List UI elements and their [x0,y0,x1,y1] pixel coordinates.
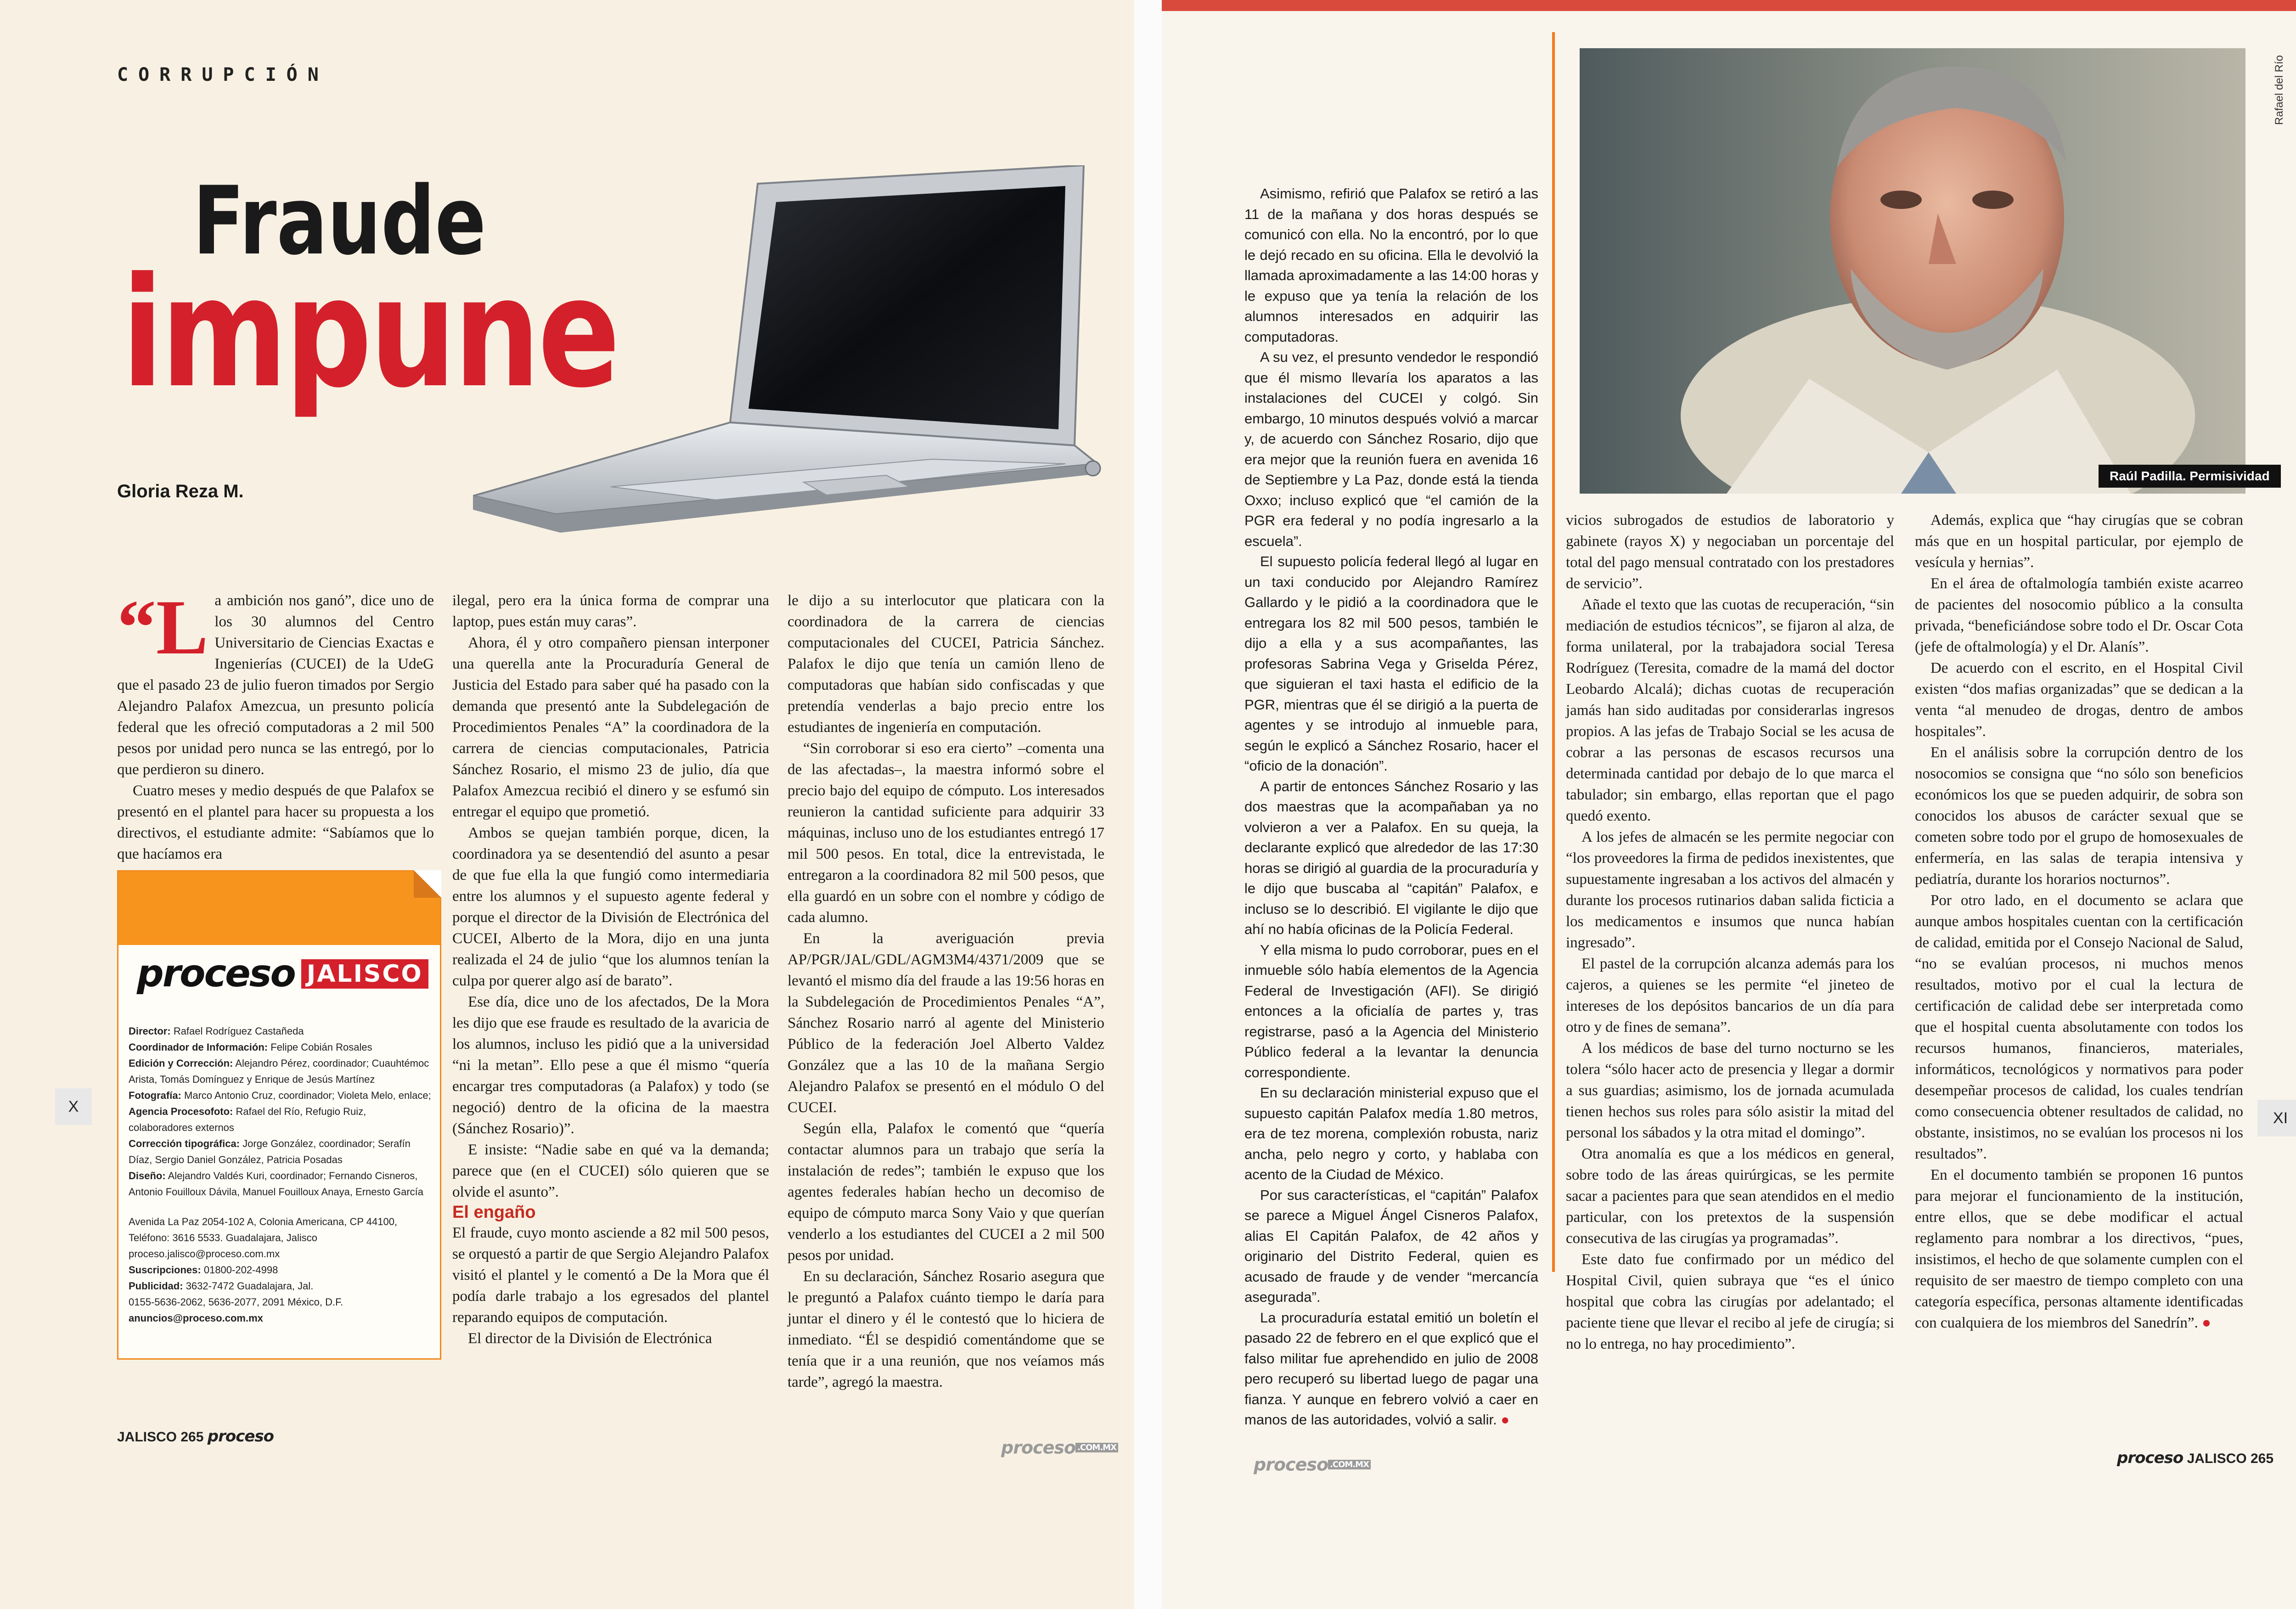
paragraph: Ahora, él y otro compañero piensan interponer una querella ante la Procuraduría General de Justicia del Estado para saber qué ha pasado con la demanda que presentó ante la Subdelegación de Procedimientos Penales “A” la coordinadora de la carrera de ciencias computacionales, Patricia Sánchez Rosario, el mismo 23 de julio, día que Palafox Amezcua recibió el dinero y se esfumó sin entregar el equipo que prometió. [452,635,769,820]
folio-brand: proceso [2117,1449,2183,1467]
paragraph: Asimismo, refirió que Palafox se retiró a las 11 de la mañana y dos horas después se comunicó con ella. No la encontró, por lo que le dejó recado en su oficina. Ella le devolvió la llamada aproximadamente a las 14:00 horas y le expuso que ya tenía la relación de los alumnos interesados en adquirir las computadoras. [1244,186,1538,345]
paragraph: En el análisis sobre la corrupción dentro de los nosocomios se consigna que “no sólo son beneficios económicos los que se pueden adquirir, de sobra son conocidos los abusos de carácter sexual que se cometen sobre todo por el grupo de homosexuales de enfermería, en las salas de terapia intensiva y pediatría, durante los horarios nocturnos”. [1915,744,2243,888]
left-page [0,0,1134,1609]
page-gutter [1134,0,1162,1609]
credit-line: Corrección tipográfica: Jorge González, coordinador; Serafín Díaz, Sergio Daniel González, Patricia Posadas [129,1138,411,1165]
logo-wordmark: proceso [137,952,295,996]
paragraph: Según ella, Palafox le comentó que “quería contactar alumnos para un trabajo que sería la instalación de redes”; también le expuso que los agentes federales habían hecho un decomiso de equipo de cómputo marca Sony Vaio y que querían venderlo a los estudiantes del CUCEI a 2 mil 500 pesos por unidad. [788,1120,1104,1264]
paragraph: En la averiguación previa AP/PGR/JAL/GDL/AGM3M4/4371/2009 que se levantó el mismo día del fraude a las 19:56 horas en la Subdelegación de Procedimientos Penales “A”, Sánchez Rosario narró al agente del Ministerio Público de la federación Joel Alberto Valdez González que a las 10 de la mañana Sergio Alejandro Palafox se presentó en el módulo O del CUCEI. [788,930,1104,1116]
photo-credit: Rafael del Río [2273,55,2285,125]
folio-right [2117,1449,2273,1467]
end-bullet-icon: ● [2201,1315,2211,1331]
top-color-strip [1162,0,2296,11]
article-column-2 [452,590,769,1349]
credit-line: Edición y Corrección: Alejandro Pérez, coordinador; Cuauhtémoc Arista, Tomás Domínguez y Enrique de Jesús Martínez [129,1058,429,1085]
paragraph: En el documento también se proponen 16 puntos para mejorar el funcionamiento de la institución, entre ellos, que se debe modificar el actual reglamento para nombrar a los directivos, “pues, insistimos, el hecho de que solamente cumplen con el requisito de ser maestro de tiempo completo con una categoría específica, personas altamente identificadas con cualquiera de los miembros del Sanedrín”. ● [1915,1167,2243,1331]
article-column-6 [1915,510,2243,1333]
drop-cap: “L [117,584,208,670]
column-rule [1552,32,1555,1272]
headline-line-1: Fraude [193,167,486,276]
staff-credits-box [117,870,441,1360]
credits-phones: 0155-5636-2062, 5636-2077, 2091 México, D.F. [129,1296,343,1308]
author-byline: Gloria Reza M. [117,481,244,501]
credit-line: Director: Rafael Rodríguez Castañeda [129,1025,304,1037]
paragraph: Y ella misma lo pudo corroborar, pues en el inmueble sólo había elementos de la Agencia Federal de Investigación (AFI). Se dirigió entonces a la oficialía de partes y, tras registrarse, pasó a la Agencia del Ministerio Público federal a la levantar la denuncia correspondiente. [1244,941,1538,1080]
end-bullet-icon: ● [1501,1412,1510,1428]
folio-left [117,1427,274,1446]
paragraph: Ambos se quejan también porque, dicen, la coordinadora ya se desentendió del asunto a pesar de que fue ella la que fungió como intermediaria entre los alumnos y el supuesto agente federal y porque el director de la División de Electrónica del CUCEI, Alberto de la Mora, dijo en una junta realizada el 24 de julio “que los alumnos tenían la culpa por querer algo así de barato”. [452,825,769,989]
section-tag: CORRUPCIÓN [117,64,329,85]
paragraph: ilegal, pero era la única forma de comprar una laptop, pues están muy caras”. [452,592,769,630]
paragraph: a ambición nos ganó”, dice uno de los 30 alumnos del Centro Universitario de Ciencias Exactas e Ingenierías (CUCEI) de la UdeG que el pasado 23 de julio fueron timados por Sergio Alejandro Palafox Amezcua, un presunto policía federal que les ofreció computadoras a 2 mil 500 pesos por unidad pero nunca se las entregó, por lo que perdieron su dinero. [117,592,434,778]
folio-text: JALISCO 265 [2187,1451,2274,1466]
paragraph: En su declaración ministerial expuso que el supuesto capitán Palafox medía 1.80 metros, era de tez morena, complexión robusta, nariz ancha, pelo negro y corto, y hablaba con acento de la Ciudad de México. [1244,1085,1538,1182]
credit-line: Coordinador de Información: Felipe Cobián Rosales [129,1041,372,1053]
logo-region: JALISCO [301,959,428,989]
credits-ads-email: anuncios@proceso.com.mx [129,1312,263,1324]
paragraph: Cuatro meses y medio después de que Palafox se presentó en el plantel para hacer su propuesta a los directivos, el estudiante admite: “Sabíamos que lo que hacíamos era [117,782,434,862]
credits-address: Avenida La Paz 2054-102 A, Colonia Americana, CP 44100, Teléfono: 3616 5533. Guadalajara, Jalisco [129,1216,398,1243]
page-tab-left: X [55,1088,92,1125]
right-page [1162,0,2296,1609]
credit-line: Suscripciones: 01800-202-4998 [129,1264,278,1276]
paragraph: A partir de entonces Sánchez Rosario y las dos maestras que la acompañaban ya no volvieron a ver a Palafox. En su queja, la declarante explicó que alrededor de las 17:30 horas se dirigió al guardia de la procuraduría y le dijo que buscaba al “capitán” Palafox, e incluso se lo describió. El vigilante le dijo que ahí no había oficinas de la Policía Federal. [1244,778,1538,937]
folio-text: JALISCO 265 [117,1429,204,1445]
credits-band [118,872,440,945]
article-column-5 [1566,510,1894,1355]
credits-email: proceso.jalisco@proceso.com.mx [129,1248,280,1260]
paragraph: le dijo a su interlocutor que platicara con la coordinadora de la carrera de ciencias computacionales del CUCEI, Patricia Sánchez. Palafox le dijo que tenía un camión lleno de computadoras que habían sido confiscadas y que pretendía venderlas a bajo precio entre los estudiantes de ingeniería en computación. [788,592,1104,736]
headline-line-2: impune [122,245,618,421]
paragraph: Este dato fue confirmado por un médico del Hospital Civil, quien subraya que “es el único hospital que cobra las cirugías por adelantado; el paciente tiene que llevar el recibo al jefe de cirugía; si no lo entrega, no hay procedimiento”. [1566,1251,1894,1352]
credit-line: Fotografía: Marco Antonio Cruz, coordinador; Violeta Melo, enlace; Agencia Procesofoto: Rafael del Río, Refugio Ruiz, colaboradores externos [129,1090,431,1133]
proceso-jalisco-logo [137,952,428,996]
paragraph: En su declaración, Sánchez Rosario asegura que le preguntó a Palafox cuánto tiempo le daría para juntar el dinero y él le contestó que lo hiciera de inmediato. “Él se despidió comentándome que se tenía que ir a una reunión, que nos veíamos más tarde”, agregó la maestra. [788,1268,1104,1390]
paragraph: Además, explica que “hay cirugías que se cobran más que en un hospital particular, por ejemplo de vesícula y hernias”. [1915,512,2243,571]
photo-caption: Raúl Padilla. Permisividad [2099,465,2281,488]
paragraph: El fraude, cuyo monto asciende a 82 mil 500 pesos, se orquestó a partir de que Sergio Alejandro Palafox visitó el plantel y le comentó a De la Mora que él podía darle trabajo a los egresados del plantel reparando equipos de computación. [452,1225,769,1326]
credit-line: Publicidad: 3632-7472 Guadalajara, Jal. [129,1280,314,1292]
subheading: El engaño [452,1203,536,1222]
paragraph: El director de la División de Electrónica [468,1330,712,1347]
web-logo-left: proceso .COM.MX [1001,1436,1118,1458]
paragraph: Por otro lado, en el documento se aclara que aunque ambos hospitales cuentan con la certificación de calidad, emitida por el Consejo Nacional de Salud, “no se evalúan procesos, ni muchos menos resultados, motivo por el cual la lectura de certificación de calidad debe ser interpretada como que el hospital cuenta absolutamente con todos los recursos humanos, financieros, materiales, informáticos, tecnológicos y normativos para poder desempeñar procesos de calidad, los cuales tendrían como consecuencia obtener resultados de calidad, no obstante, insistimos, no se evalúan los procesos ni los resultados”. [1915,892,2243,1162]
credit-line: Diseño: Alejandro Valdés Kuri, coordinador; Fernando Cisneros, Antonio Fouilloux Dávila, Manuel Fouilloux Anaya, Ernesto García [129,1170,424,1198]
page-tab-right: XI [2257,1100,2296,1136]
paragraph: Por sus características, el “capitán” Palafox se parece a Miguel Ángel Cisneros Palafox, alias El Capitán Palafox, de 42 años y originario del Distrito Federal, quien es acusado de fraude y de vender “mercancía asegurada”. [1244,1187,1538,1305]
paragraph: A los médicos de base del turno nocturno se les tolera “sólo hacer acto de presencia y llegar a dormir a sus guardias; asimismo, los de jornada acumulada tienen hechos sus roles para sólo asistir la mitad del personal los sábados y la otra mitad el domingo”. [1566,1040,1894,1141]
article-column-3 [788,590,1104,1393]
paragraph: El supuesto policía federal llegó al lugar en un taxi conducido por Alejandro Ramírez Gallardo y le pidió a la coordinadora que le entregara los 82 mil 500 pesos, también le dijo a ella y a sus acompañantes, las profesoras Sabrina Vega y Griselda Pérez, que siguieran el taxi hasta el edificio de la PGR, mientras que él se dirigió a la puerta de agentes y se introdujo al inmueble para, según le explicó a Sánchez Rosario, hacer el “oficio de la donación”. [1244,553,1538,774]
laptop-illustration [473,165,1107,565]
credits-list [129,1023,432,1326]
paragraph: Ese día, dice uno de los afectados, De la Mora les dijo que ese fraude es resultado de la avaricia de los alumnos, incluso les pidió que a la universidad “ni la metan”. Ello pese a que él mismo “quería encargar tres computadoras (a Palafox) y todo (se negoció) dentro de la oficina de la maestra (Sánchez Rosario)”. [452,994,769,1137]
paragraph: En el área de oftalmología también existe acarreo de pacientes del nosocomio público a la consulta privada, “beneficiándose sobre todo el Dr. Oscar Cota (jefe de oftalmología) y el Dr. Alanís”. [1915,575,2243,655]
paragraph: La procuraduría estatal emitió un boletín el pasado 22 de febrero en el que explicó que el falso militar fue aprehendido en julio de 2008 pero recuperó su libertad luego de pagar una fianza. Y aunque en febrero volvió a caer en manos de las autoridades, volvió a salir. ● [1244,1309,1538,1428]
folio-brand: proceso [207,1427,274,1446]
paragraph: Añade el texto que las cuotas de recuperación, “sin mediación de estudios técnicos”, se fijaron al alza, de forma unilateral, por la trabajadora social Teresa Rodríguez (Teresita, comadre de la mamá del doctor Leobardo Alcalá); dichas cuotas de recuperación jamás han sido auditadas por considerarlas ingresos propios. A las jefas de Trabajo Social se les acusa de cobrar a las personas de escasos recursos una determinada cantidad por debajo de lo que marca el tabulador; sin embargo, ellas reportan que el pago quedó exento. [1566,596,1894,824]
page-fold-icon [414,870,441,898]
portrait-photo [1580,48,2245,494]
web-logo-right: proceso .COM.MX [1254,1453,1371,1475]
paragraph: “Sin corroborar si eso era cierto” –comenta una de las afectadas–, la maestra informó sobre el precio bajo del equipo de cómputo. Los interesados reunieron la cantidad suficiente para adquirir 33 máquinas, incluso uno de los estudiantes entregó 17 mil 500 pesos. En total, dice la entrevistada, le entregaron a la coordinadora 82 mil 500 pesos, que ella guardó en un sobre con el nombre y código de cada alumno. [788,740,1104,926]
paragraph: De acuerdo con el escrito, en el Hospital Civil existen “dos mafias organizadas” que se dedican a la venta “al menudeo de drogas, dentro de ambos hospitales”. [1915,660,2243,740]
article-column-4 [1244,184,1538,1430]
paragraph: vicios subrogados de estudios de laboratorio y gabinete (rayos X) y negociaban un porcentaje del total del pago mensual contratado con los prestadores de servicio”. [1566,512,1894,592]
paragraph: A su vez, el presunto vendedor le respondió que él mismo llevaría los aparatos a las instalaciones del CUCEI y colgó. Sin embargo, 10 minutos después volvió a marcar y, de acuerdo con Sánchez Rosario, dijo que era mejor que la reunión fuera en avenida 16 de Septiembre y La Paz, donde está la tienda Oxxo; incluso explicó que “el camión de la PGR era federal y no podía ingresarlo a la escuela”. [1244,349,1538,549]
paragraph: El pastel de la corrupción alcanza además para los cajeros, a quienes se les permite “el jineteo de intereses de los depósitos bancarios de un día para otro y de fines de semana”. [1566,956,1894,1035]
paragraph: A los jefes de almacén se les permite negociar con “los proveedores la firma de pedidos inexistentes, que supuestamente ingresaban a los activos del almacén y durante los procesos rutinarios daban salida ficticia a los medicamentos e insumos que nunca habían ingresado”. [1566,829,1894,951]
paragraph: Otra anomalía es que a los médicos en general, sobre todo de las áreas quirúrgicas, se les permite sacar a pacientes para que sean atendidos en el medio particular, con los pretextos de la suspensión consecutiva de las cirugías ya programadas”. [1566,1146,1894,1247]
paragraph: E insiste: “Nadie sabe en qué va la demanda; parece que (en el CUCEI) sólo quieren que se olvide el asunto”. [452,1142,769,1200]
article-column-1 [117,584,434,865]
